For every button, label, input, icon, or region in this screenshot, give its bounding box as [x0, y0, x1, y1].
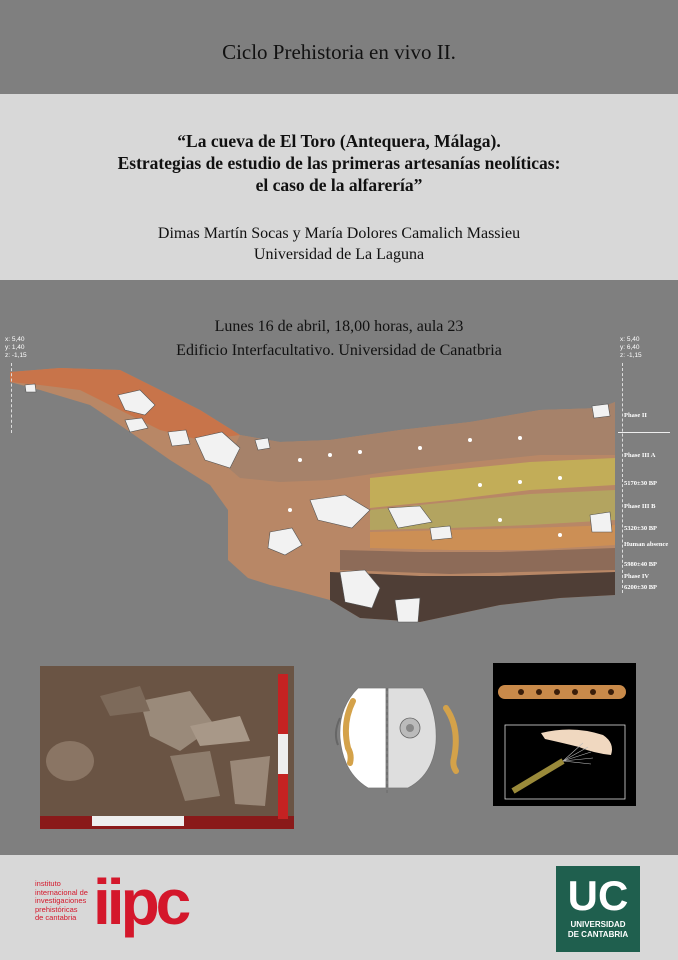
coords-left: x: 5,40 y: 1,40 z: -1,15 — [5, 336, 27, 359]
phase-date: 5320±30 BP — [624, 525, 657, 532]
uc-logo-mark: UC — [567, 872, 629, 919]
phase-date: 5980±40 BP — [624, 561, 657, 568]
talk-title-line-1: “La cueva de El Toro (Antequera, Málaga). — [177, 131, 501, 151]
phase-label: Phase III A — [624, 452, 656, 459]
talk-title-line-3: el caso de la alfarería” — [255, 175, 423, 195]
phase-label: Phase II — [624, 412, 647, 419]
phase-label: Phase IV — [624, 573, 650, 580]
bone-tool-photo — [493, 663, 636, 806]
stratigraphic-section-illustration — [0, 360, 678, 630]
talk-title-line-2: Estrategias de estudio de las primeras artesanías neolíticas: — [117, 153, 561, 173]
phase-date: 6200±30 BP — [624, 584, 657, 591]
authors: Dimas Martín Socas y María Dolores Camalich Massieu — [157, 225, 521, 242]
uc-logo-line-1: UNIVERSIDAD — [570, 920, 626, 929]
pottery-vessel-drawing — [328, 683, 468, 793]
talk-title — [0, 130, 678, 196]
coords-right: x: 5,40 y: 6,40 z: -1,15 — [620, 336, 642, 359]
university: Universidad de La Laguna — [253, 246, 425, 263]
phase-label: Phase III B — [624, 503, 656, 510]
uc-logo — [556, 866, 640, 952]
phase-label: Human absence — [624, 541, 669, 548]
coord-line-right — [622, 363, 623, 593]
event-venue: Edificio Interfacultativo. Universidad de Canatbria — [176, 342, 502, 359]
phase-date: 5170±30 BP — [624, 480, 657, 487]
coord-line-left — [11, 363, 12, 433]
iipc-logo-text: instituto internacional de investigaciones prehistóricas de cantabria — [35, 879, 88, 922]
excavation-photo — [40, 666, 294, 829]
event-datetime: Lunes 16 de abril, 18,00 horas, aula 23 — [214, 318, 464, 335]
iipc-logo — [35, 868, 215, 948]
series-title: Ciclo Prehistoria en vivo II. — [222, 40, 456, 64]
iipc-logo-mark: iipc — [93, 866, 188, 938]
phase-divider — [618, 432, 670, 433]
uc-logo-line-2: DE CANTABRIA — [567, 930, 629, 939]
